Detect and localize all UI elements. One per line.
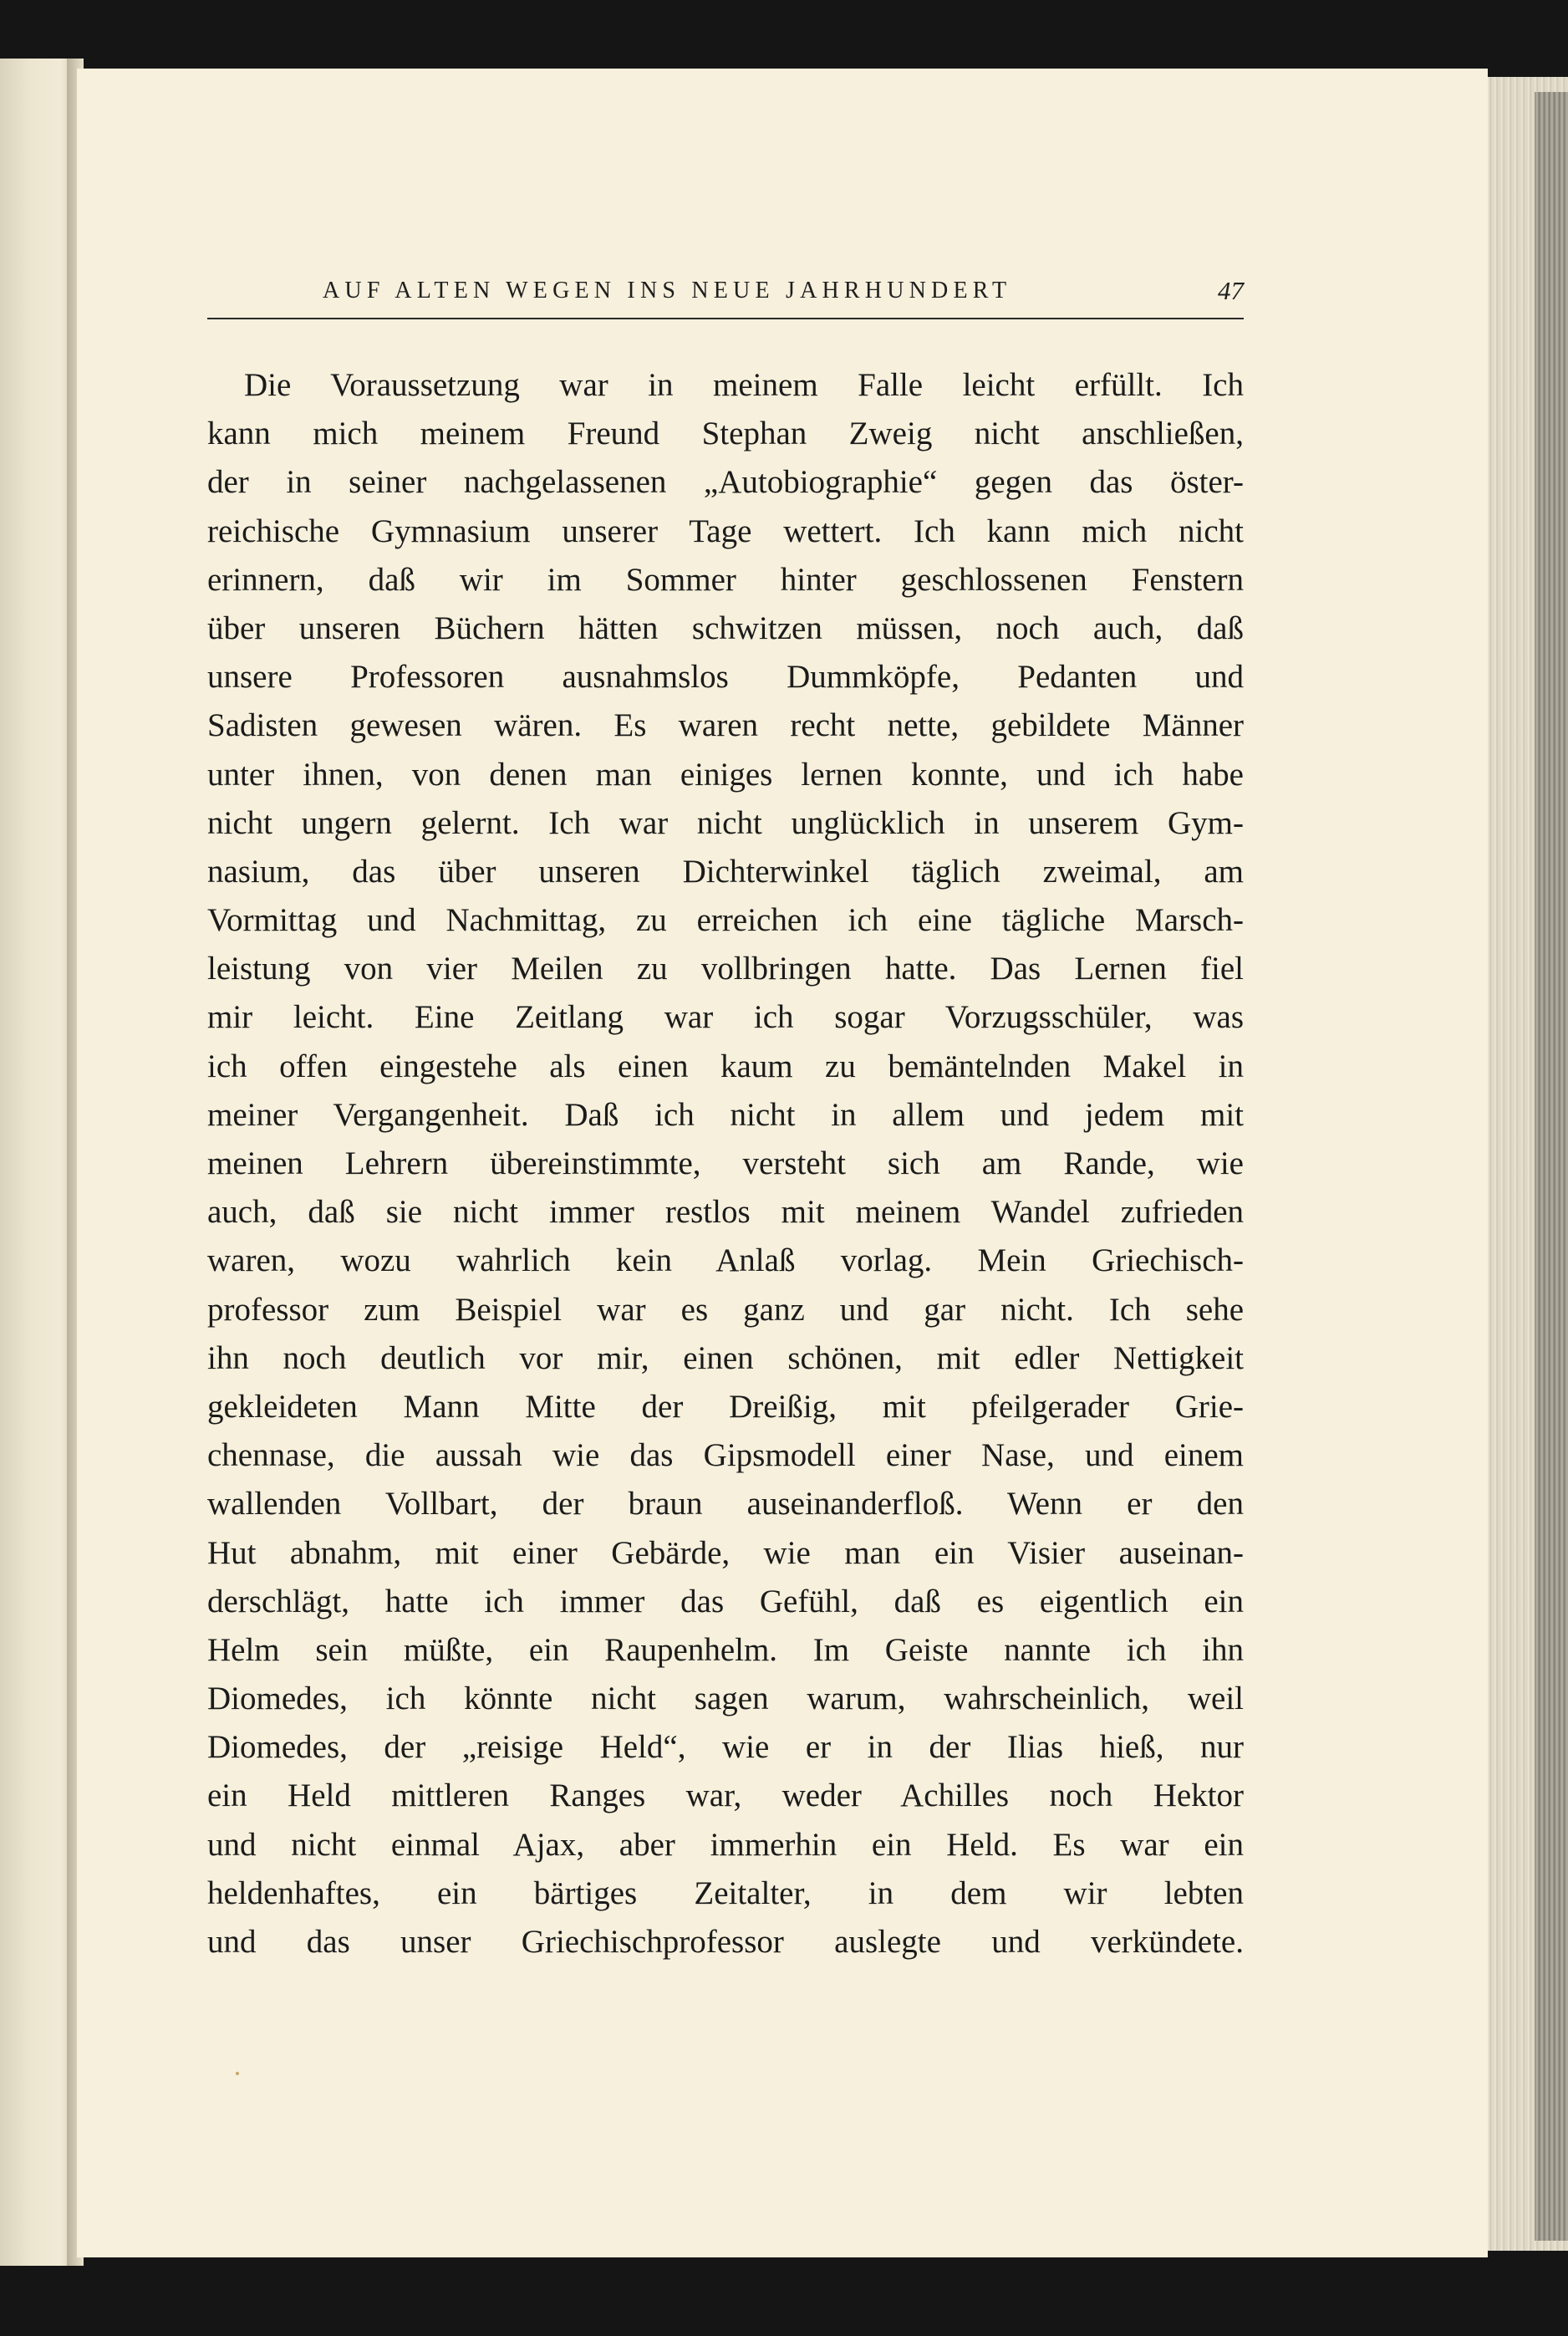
text-line: der in seiner nachgelassenen „Autobiographie“ gegen das öster- [207, 464, 1244, 501]
text-line: gekleideten Mann Mitte der Dreißig, mit pfeilgerader Grie- [207, 1388, 1244, 1425]
facing-page-edge [0, 59, 75, 2266]
text-line: wallenden Vollbart, der braun auseinanderfloß. Wenn er den [207, 1486, 1244, 1522]
text-line: Diomedes, ich könnte nicht sagen warum, wahrscheinlich, weil [207, 1681, 1244, 1717]
page-number: 47 [1218, 276, 1244, 305]
text-line: kann mich meinem Freund Stephan Zweig nicht anschließen, [207, 416, 1244, 452]
text-line: ich offen eingestehe als einen kaum zu bemäntelnden Makel in [207, 1048, 1244, 1084]
text-line: unter ihnen, von denen man einiges lernen konnte, und ich habe [207, 756, 1244, 793]
text-line: Sadisten gewesen wären. Es waren recht nette, gebildete Männer [207, 707, 1244, 744]
text-line: nasium, das über unseren Dichterwinkel täglich zweimal, am [207, 853, 1244, 890]
text-line: heldenhaftes, ein bärtiges Zeitalter, in dem wir lebten [207, 1874, 1244, 1911]
text-line: nicht ungern gelernt. Ich war nicht unglücklich in unserem Gym- [207, 804, 1244, 841]
text-line: chennase, die aussah wie das Gipsmodell einer Nase, und einem [207, 1437, 1244, 1474]
text-line: ein Held mittleren Ranges war, weder Achilles noch Hektor [207, 1778, 1244, 1814]
text-line: Hut abnahm, mit einer Gebärde, wie man ein Visier auseinan- [207, 1534, 1244, 1571]
text-line: professor zum Beispiel war es ganz und gar nicht. Ich sehe [207, 1291, 1244, 1328]
text-line: meiner Vergangenheit. Daß ich nicht in allem und jedem mit [207, 1096, 1244, 1133]
text-line: über unseren Büchern hätten schwitzen müssen, noch auch, daß [207, 610, 1244, 646]
text-line: und nicht einmal Ajax, aber immerhin ein Held. Es war ein [207, 1826, 1244, 1863]
text-line: unsere Professoren ausnahmslos Dummköpfe, Pedanten und [207, 659, 1244, 696]
page-header [207, 274, 1244, 319]
text-line: waren, wozu wahrlich kein Anlaß vorlag. Mein Griechisch- [207, 1242, 1244, 1279]
text-line: und das unser Griechischprofessor auslegte und verkündete. [207, 1924, 1244, 1960]
text-line: reichische Gymnasium unserer Tage wettert. Ich kann mich nicht [207, 513, 1244, 549]
text-line: mir leicht. Eine Zeitlang war ich sogar Vorzugsschüler, was [207, 999, 1244, 1036]
book-cover-edge [1535, 92, 1568, 2241]
text-line: ihn noch deutlich vor mir, einen schönen, mit edler Nettigkeit [207, 1339, 1244, 1376]
text-line: Helm sein müßte, ein Raupenhelm. Im Geiste nannte ich ihn [207, 1631, 1244, 1668]
text-line: Vormittag und Nachmittag, zu erreichen ich eine tägliche Marsch- [207, 902, 1244, 939]
text-line: auch, daß sie nicht immer restlos mit meinem Wandel zufrieden [207, 1194, 1244, 1231]
text-line: erinnern, daß wir im Sommer hinter geschlossenen Fenstern [207, 561, 1244, 598]
text-line: leistung von vier Meilen zu vollbringen hatte. Das Lernen fiel [207, 951, 1244, 987]
text-line: meinen Lehrern übereinstimmte, versteht sich am Rande, wie [207, 1145, 1244, 1181]
text-line: Die Voraussetzung war in meinem Falle leicht erfüllt. Ich [244, 367, 1244, 403]
body-text [207, 361, 1244, 1966]
paper-speck [236, 2072, 239, 2075]
text-line: derschlägt, hatte ich immer das Gefühl, daß es eigentlich ein [207, 1583, 1244, 1619]
running-head: AUF ALTEN WEGEN INS NEUE JAHRHUNDERT [323, 278, 1012, 303]
text-line: Diomedes, der „reisige Held“, wie er in der Ilias hieß, nur [207, 1729, 1244, 1766]
